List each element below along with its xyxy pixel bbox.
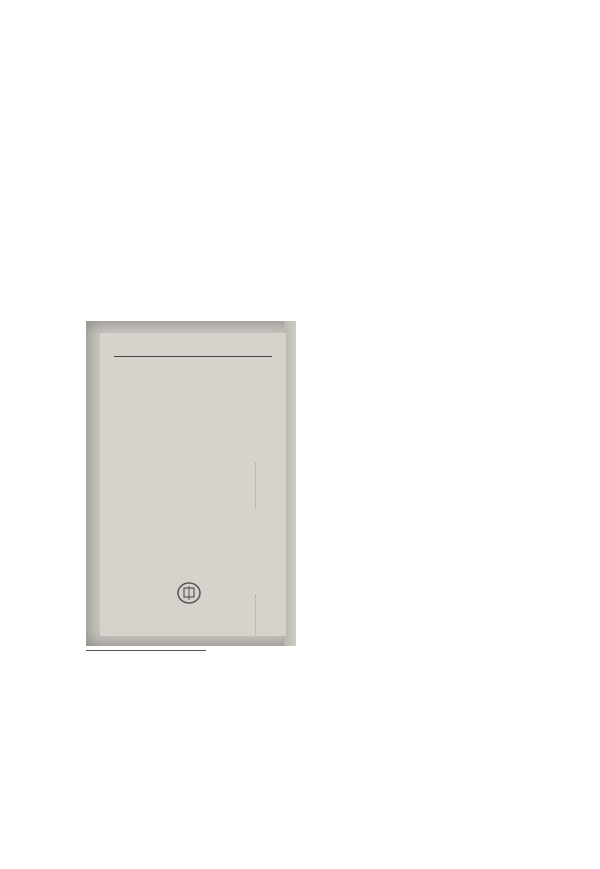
cover-face: [100, 333, 286, 636]
book-cover-image: [86, 321, 296, 646]
cover-shelf-mark: [255, 595, 272, 635]
cover-library-stamp: [255, 463, 272, 509]
publisher-emblem-icon: [176, 581, 202, 605]
cover-author-rule: [114, 356, 272, 357]
footnote-rule: [86, 650, 206, 651]
